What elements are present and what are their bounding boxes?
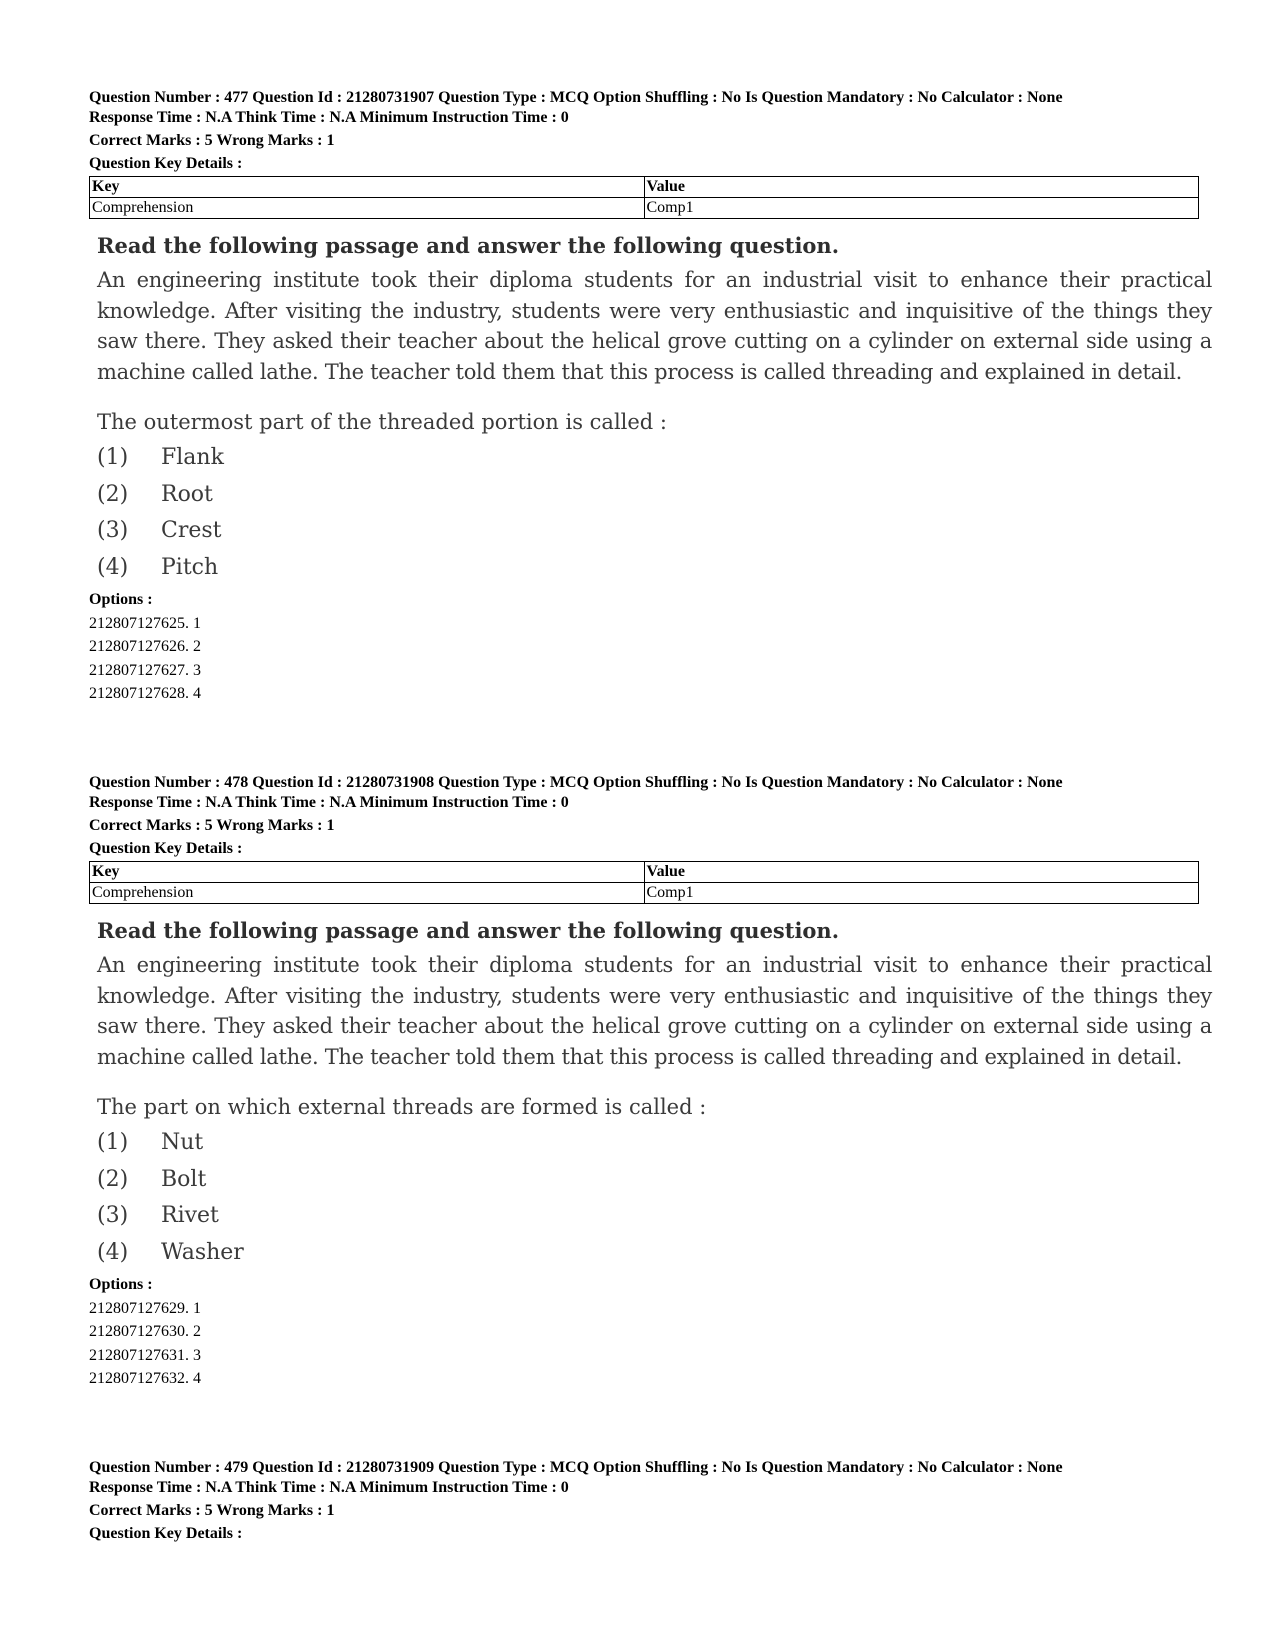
choice-list — [97, 440, 1212, 586]
value-cell: Comp1 — [644, 883, 1199, 904]
question-block-478 — [89, 773, 1212, 1391]
question-block-479 — [89, 1458, 1201, 1544]
question-meta — [89, 1458, 1201, 1544]
options-section — [89, 1273, 1201, 1391]
question-passage-image — [97, 231, 1212, 586]
choice-item — [97, 440, 1212, 477]
passage-text: An engineering institute took their diploma students for an industrial visit to enhance their practical knowledge. After visiting the industry, students were very enthusiastic and inquisitive of the things they saw there. They asked their teacher about the helical grove cutting on a cylinder on external side using a machine called lathe. The teacher told them that this process is called threading and explained in detail. — [97, 953, 1212, 1069]
choice-number: (1) — [97, 445, 129, 470]
marks-line: Correct Marks : 5 Wrong Marks : 1 — [89, 817, 335, 834]
options-label: Options : — [89, 1276, 153, 1293]
question-meta-line1: Question Number : 477 Question Id : 21280731907 Question Type : MCQ Option Shuffling : No Is Question Mandatory : No Calculator : None — [89, 89, 1063, 106]
choice-number: (3) — [97, 1203, 129, 1228]
choice-item — [97, 1235, 1212, 1272]
marks-line: Correct Marks : 5 Wrong Marks : 1 — [89, 132, 335, 149]
choice-text: Rivet — [161, 1203, 219, 1228]
value-cell: Comp1 — [644, 198, 1199, 219]
choice-text: Bolt — [161, 1166, 207, 1192]
choice-item — [97, 1198, 1212, 1235]
question-meta — [89, 773, 1201, 859]
question-meta-line2: Response Time : N.A Think Time : N.A Minimum Instruction Time : 0 — [89, 794, 569, 811]
question-meta-line1: Question Number : 479 Question Id : 21280731909 Question Type : MCQ Option Shuffling : No Is Question Mandatory : No Calculator : None — [89, 1459, 1063, 1476]
question-block-477 — [89, 88, 1212, 706]
option-id: 212807127630. 2 — [89, 1323, 201, 1340]
passage-heading: Read the following passage and answer the following question. — [97, 233, 840, 258]
options-label: Options : — [89, 591, 153, 608]
options-section — [89, 588, 1201, 706]
choice-item — [97, 550, 1212, 587]
option-id: 212807127628. 4 — [89, 685, 201, 702]
question-meta-line2: Response Time : N.A Think Time : N.A Minimum Instruction Time : 0 — [89, 1479, 569, 1496]
question-meta-line1: Question Number : 478 Question Id : 21280731908 Question Type : MCQ Option Shuffling : No Is Question Mandatory : No Calculator : None — [89, 774, 1063, 791]
choice-number: (3) — [97, 518, 129, 543]
choice-number: (2) — [97, 1166, 129, 1192]
passage-heading: Read the following passage and answer the following question. — [97, 918, 840, 943]
choice-item — [97, 1125, 1212, 1162]
value-header: Value — [644, 862, 1199, 883]
choice-number: (4) — [97, 1239, 129, 1265]
choice-text: Pitch — [161, 554, 219, 580]
choice-item — [97, 1162, 1212, 1199]
choice-text: Root — [161, 481, 213, 507]
key-details-label: Question Key Details : — [89, 1525, 243, 1542]
option-id: 212807127626. 2 — [89, 638, 201, 655]
choice-list — [97, 1125, 1212, 1271]
choice-item — [97, 477, 1212, 514]
key-header: Key — [90, 177, 645, 198]
key-details-label: Question Key Details : — [89, 155, 243, 172]
choice-number: (4) — [97, 554, 129, 580]
question-text: The outermost part of the threaded portion is called : — [97, 410, 667, 434]
question-meta — [89, 88, 1201, 174]
choice-number: (1) — [97, 1130, 129, 1155]
option-id: 212807127632. 4 — [89, 1370, 201, 1387]
question-meta-line2: Response Time : N.A Think Time : N.A Minimum Instruction Time : 0 — [89, 109, 569, 126]
marks-line: Correct Marks : 5 Wrong Marks : 1 — [89, 1502, 335, 1519]
choice-text: Washer — [161, 1239, 244, 1265]
choice-item — [97, 513, 1212, 550]
choice-text: Crest — [161, 518, 222, 543]
choice-number: (2) — [97, 481, 129, 507]
question-text: The part on which external threads are formed is called : — [97, 1095, 707, 1119]
value-header: Value — [644, 177, 1199, 198]
key-cell: Comprehension — [90, 883, 645, 904]
key-details-table — [89, 176, 1199, 219]
option-id: 212807127625. 1 — [89, 614, 201, 632]
option-id: 212807127629. 1 — [89, 1299, 201, 1317]
option-id: 212807127631. 3 — [89, 1346, 201, 1364]
choice-text: Nut — [161, 1130, 204, 1155]
key-cell: Comprehension — [90, 198, 645, 219]
option-id: 212807127627. 3 — [89, 661, 201, 679]
key-details-table — [89, 861, 1199, 904]
key-details-label: Question Key Details : — [89, 840, 243, 857]
key-header: Key — [90, 862, 645, 883]
passage-text: An engineering institute took their diploma students for an industrial visit to enhance their practical knowledge. After visiting the industry, students were very enthusiastic and inquisitive of the things they saw there. They asked their teacher about the helical grove cutting on a cylinder on external side using a machine called lathe. The teacher told them that this process is called threading and explained in detail. — [97, 268, 1212, 384]
question-passage-image — [97, 916, 1212, 1271]
choice-text: Flank — [161, 445, 224, 470]
